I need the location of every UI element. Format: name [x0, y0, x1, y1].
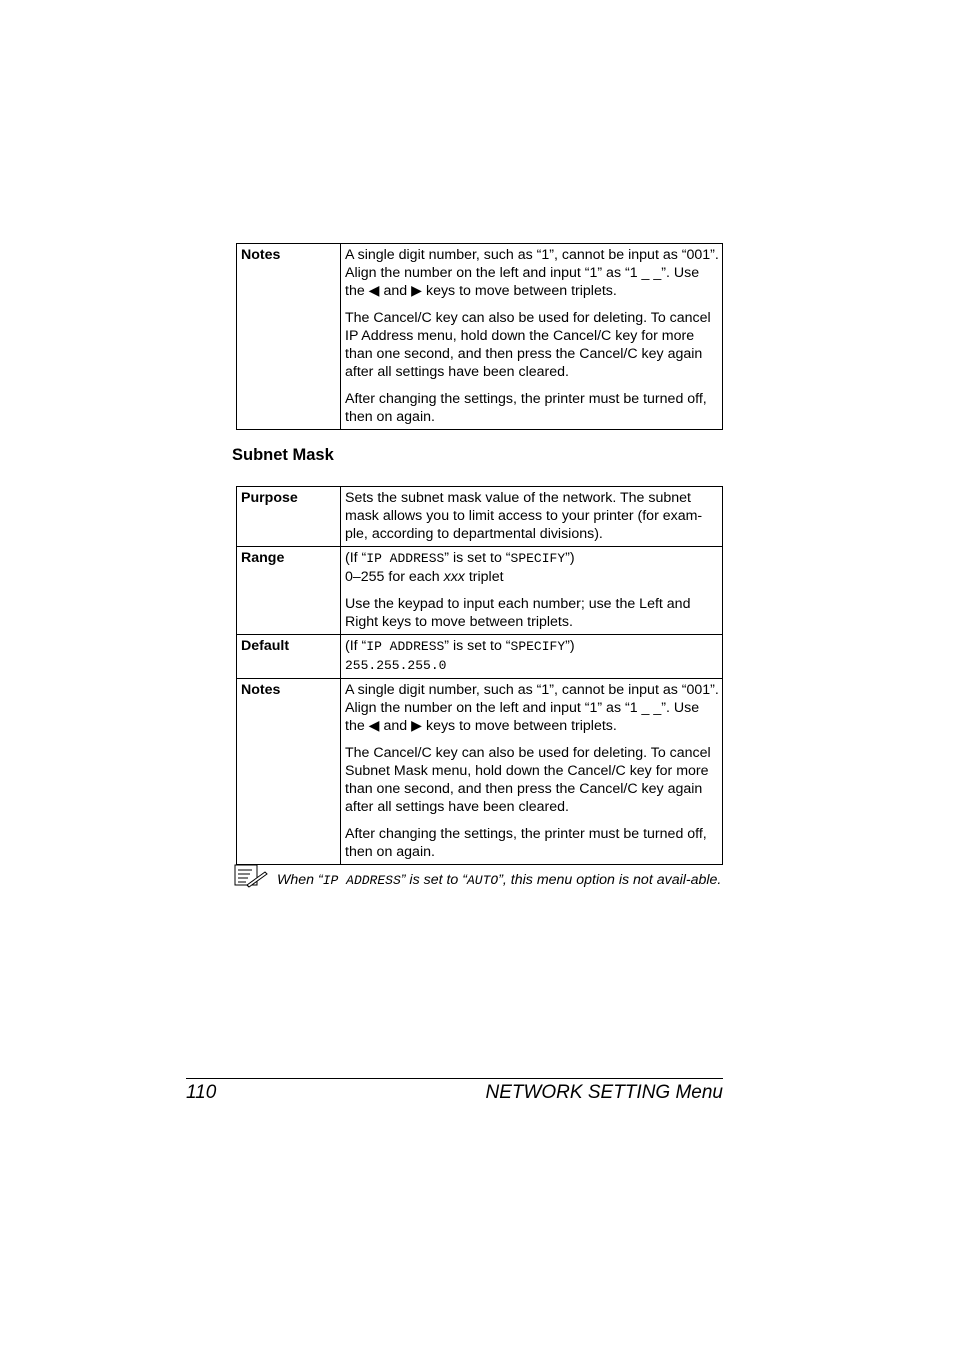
table-row — [237, 679, 723, 865]
text-fragment: triplet — [464, 569, 504, 585]
text-fragment: (If “ — [345, 638, 367, 654]
row-content — [341, 244, 723, 430]
notes-paragraph: After changing the settings, the printer must be turned off, then on again. — [345, 826, 707, 860]
row-content — [341, 635, 723, 679]
text-fragment: ”, this menu option is not avail-able. — [498, 872, 722, 888]
row-label: Range — [237, 547, 341, 635]
row-label: Notes — [237, 679, 341, 865]
notes-paragraph: After changing the settings, the printer must be turned off, then on again. — [345, 391, 707, 425]
code-term: SPECIFY — [510, 551, 566, 566]
text-fragment: ”) — [565, 638, 575, 654]
table-row — [237, 547, 723, 635]
section-heading: Subnet Mask — [232, 446, 334, 464]
note-text — [277, 871, 727, 890]
text-fragment: ” is set to “ — [444, 550, 511, 566]
subnet-mask-table — [236, 486, 723, 865]
notes-paragraph: A single digit number, such as “1”, cannot be input as “001”. Align the number on the left and input “1” as “1 _ _”. Use the ◀ and ▶ keys to move between triplets. — [345, 682, 719, 734]
notes-paragraph: A single digit number, such as “1”, cannot be input as “001”. Align the number on the left and input “1” as “1 _ _”. Use the ◀ and ▶ keys to move between triplets. — [345, 247, 719, 299]
row-label: Purpose — [237, 487, 341, 547]
range-text — [345, 549, 719, 586]
code-term: IP ADDRESS — [366, 639, 445, 654]
row-label: Default — [237, 635, 341, 679]
ip-address-notes-table — [236, 243, 723, 430]
row-content — [341, 679, 723, 865]
text-fragment: (If “ — [345, 550, 367, 566]
page-number: 110 — [186, 1082, 217, 1103]
italic-term: xxx — [443, 569, 465, 585]
text-fragment: ” is set to “ — [400, 872, 467, 888]
table-row — [237, 635, 723, 679]
footer-divider — [186, 1078, 723, 1079]
text-fragment: ”) — [565, 550, 575, 566]
notes-paragraph: The Cancel/C key can also be used for deleting. To cancel IP Address menu, hold down the Cancel/C key for more than one second, and then press the Cancel/C key again after all settings have been cleared. — [345, 310, 711, 380]
table-row — [237, 244, 723, 430]
code-term: IP ADDRESS — [366, 551, 445, 566]
row-content — [341, 547, 723, 635]
row-content — [341, 487, 723, 547]
range-paragraph: Use the keypad to input each number; use the Left and Right keys to move between triplets. — [345, 596, 691, 630]
code-term: SPECIFY — [510, 639, 566, 654]
code-term: AUTO — [466, 873, 499, 888]
notes-paragraph: The Cancel/C key can also be used for deleting. To cancel Subnet Mask menu, hold down the Cancel/C key for more than one second, and then press the Cancel/C key again after all settings have been cleared. — [345, 745, 711, 815]
text-fragment: 0–255 for each — [345, 569, 444, 585]
text-fragment: When “ — [277, 872, 323, 888]
table-row — [237, 487, 723, 547]
code-term: IP ADDRESS — [322, 873, 401, 888]
row-label: Notes — [237, 244, 341, 430]
default-value: 255.255.255.0 — [345, 658, 447, 673]
text-fragment: ” is set to “ — [444, 638, 511, 654]
default-text — [345, 637, 719, 675]
note-pencil-icon — [234, 864, 268, 888]
footer-title: NETWORK SETTING Menu — [485, 1082, 723, 1103]
purpose-text: Sets the subnet mask value of the network. The subnet mask allows you to limit access to your printer (for exam-ple, according to departmental divisions). — [345, 490, 703, 542]
